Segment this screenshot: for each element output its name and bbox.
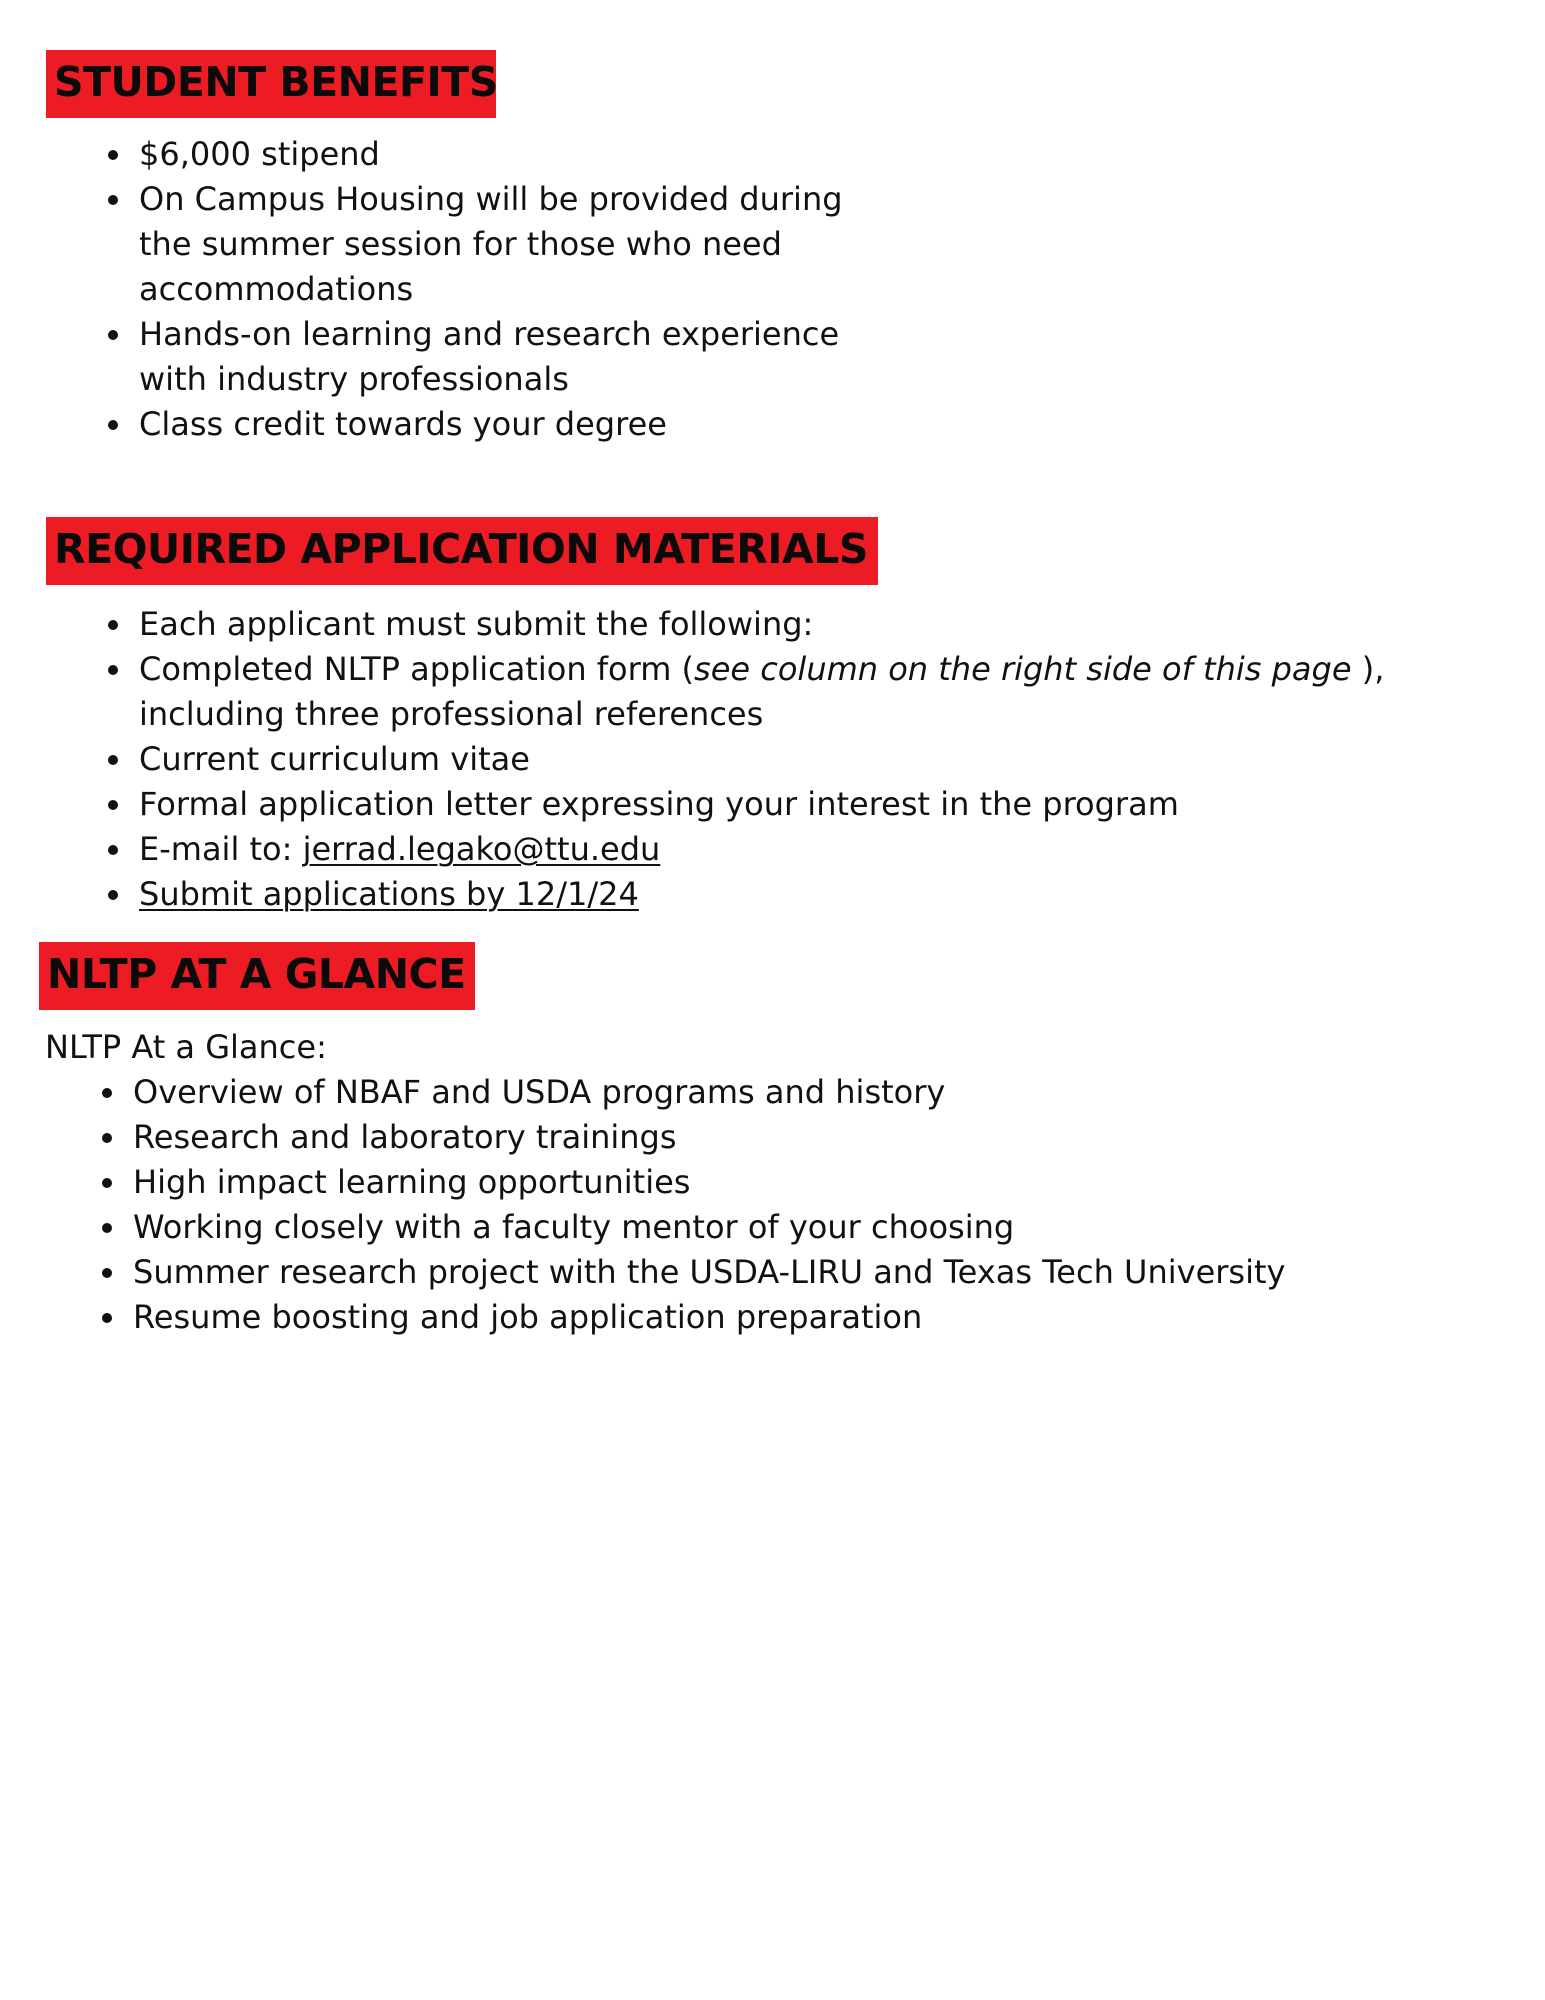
list-item: High impact learning opportunities (71, 1160, 1471, 1205)
list-item: Summer research project with the USDA-LIRU and Texas Tech University (71, 1250, 1471, 1295)
at-a-glance-intro: NLTP At a Glance: (45, 1028, 327, 1066)
list-item: E-mail to: jerrad.legako@ttu.edu (77, 827, 1507, 872)
bullet-icon (108, 665, 118, 675)
list-item: $6,000 stipend (77, 132, 897, 177)
bullet-icon (108, 420, 118, 430)
list-item: Completed NLTP application form (see column on the right side of this page ), including three professional references (77, 647, 1507, 737)
list-item: Class credit towards your degree (77, 402, 897, 447)
bullet-icon (108, 890, 118, 900)
list-item: Each applicant must submit the following: (77, 602, 1507, 647)
bullet-icon (108, 150, 118, 160)
list-item: Research and laboratory trainings (71, 1115, 1471, 1160)
list-item: Formal application letter expressing your interest in the program (77, 782, 1507, 827)
list-item: On Campus Housing will be provided during the summer session for those who need accommodations (77, 177, 897, 312)
student-benefits-list (77, 132, 897, 447)
list-item (77, 872, 1507, 917)
at-a-glance-heading: NLTP AT A GLANCE (39, 942, 475, 1010)
application-materials-list (77, 602, 1507, 917)
bullet-icon (108, 330, 118, 340)
list-item: Current curriculum vitae (77, 737, 1507, 782)
form-note: see column on the right side of this page (694, 650, 1352, 688)
bullet-icon (102, 1268, 112, 1278)
bullet-icon (102, 1178, 112, 1188)
bullet-icon (108, 845, 118, 855)
list-item: Resume boosting and job application preparation (71, 1295, 1471, 1340)
application-materials-heading: REQUIRED APPLICATION MATERIALS (46, 517, 878, 585)
bullet-icon (108, 800, 118, 810)
bullet-icon (102, 1133, 112, 1143)
at-a-glance-list (71, 1070, 1471, 1340)
bullet-icon (108, 620, 118, 630)
bullet-icon (108, 755, 118, 765)
bullet-icon (102, 1223, 112, 1233)
student-benefits-heading: STUDENT BENEFITS (46, 50, 496, 118)
bullet-icon (108, 195, 118, 205)
list-item: Overview of NBAF and USDA programs and history (71, 1070, 1471, 1115)
deadline-link[interactable]: Submit applications by 12/1/24 (139, 875, 639, 913)
email-link[interactable]: jerrad.legako@ttu.edu (302, 830, 661, 868)
list-item: Working closely with a faculty mentor of your choosing (71, 1205, 1471, 1250)
bullet-icon (102, 1088, 112, 1098)
list-item: Hands-on learning and research experience with industry professionals (77, 312, 897, 402)
bullet-icon (102, 1313, 112, 1323)
